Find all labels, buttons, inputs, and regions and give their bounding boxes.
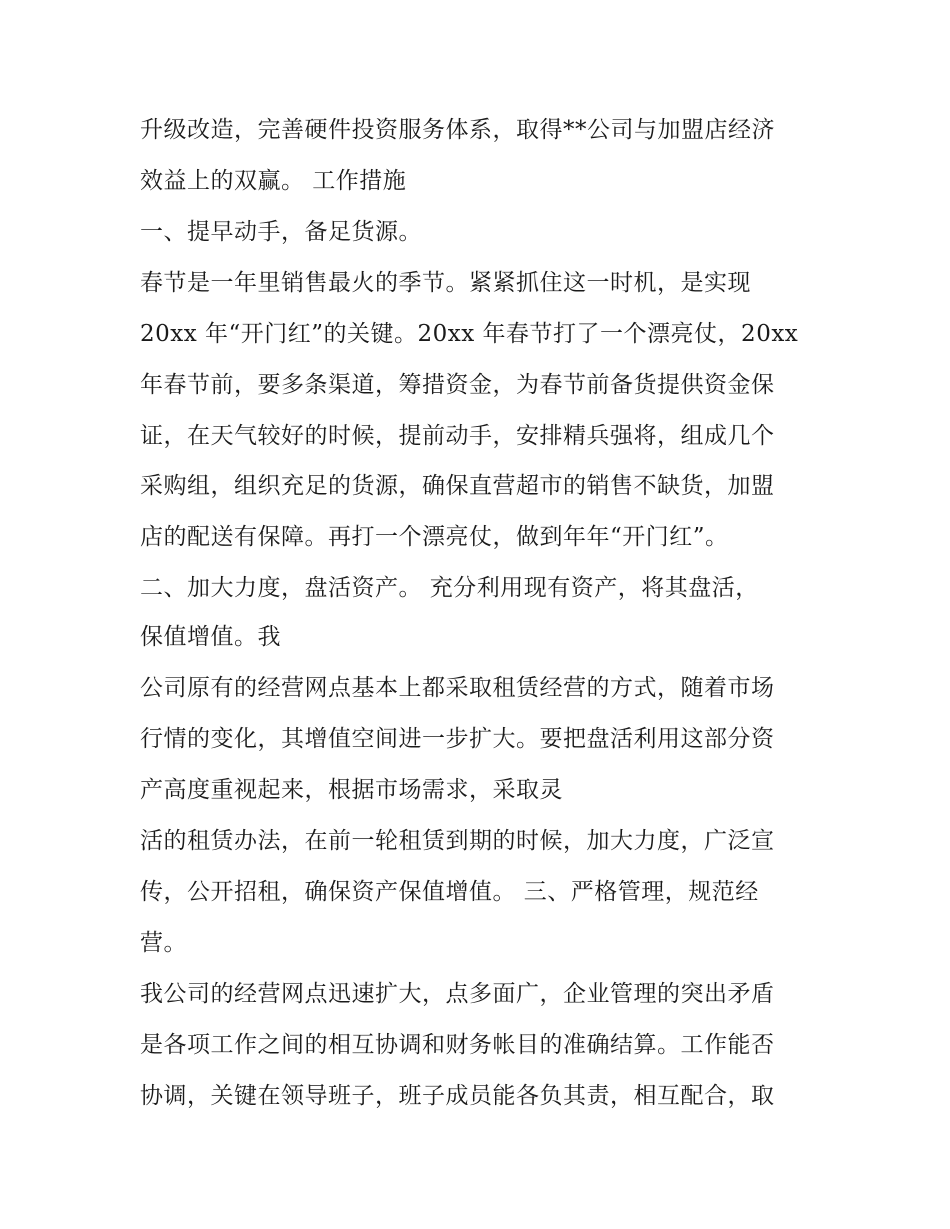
- text-line: 采购组，组织充足的货源，确保直营超市的销售不缺货，加盟: [140, 473, 775, 499]
- text-line: 保值增值。我: [140, 624, 281, 650]
- text-line: 一、提早动手，备足货源。: [140, 219, 422, 245]
- text-line: 二、加大力度，盘活资产。 充分利用现有资产，将其盘活，: [140, 575, 759, 601]
- text-line: 效益上的双赢。 工作措施: [140, 168, 407, 194]
- text-line: 活的租赁办法，在前一轮租赁到期的时候，加大力度，广泛宣: [140, 828, 775, 854]
- text-line: 年春节前，要多条渠道，筹措资金，为春节前备货提供资金保: [140, 372, 775, 398]
- text-line: 是各项工作之间的相互协调和财务帐目的准确结算。工作能否: [140, 1032, 775, 1058]
- text-line: 行情的变化，其增值空间进一步扩大。要把盘活利用这部分资: [140, 726, 775, 752]
- text-line: 营。: [140, 930, 187, 956]
- text-line: 升级改造，完善硬件投资服务体系，取得**公司与加盟店经济: [140, 117, 775, 143]
- text-line: 证，在天气较好的时候，提前动手，安排精兵强将，组成几个: [140, 423, 775, 449]
- text-line: 我公司的经营网点迅速扩大，点多面广，企业管理的突出矛盾: [140, 981, 775, 1007]
- text-line: 店的配送有保障。再打一个漂亮仗，做到年年“开门红”。: [140, 524, 729, 550]
- text-line: 公司原有的经营网点基本上都采取租赁经营的方式，随着市场: [140, 675, 775, 701]
- text-line: 20xx 年“开门红”的关键。20xx 年春节打了一个漂亮仗，20xx: [140, 321, 799, 347]
- text-line: 传，公开招租，确保资产保值增值。 三、严格管理，规范经: [140, 879, 759, 905]
- text-line: 春节是一年里销售最火的季节。紧紧抓住这一时机，是实现: [140, 270, 751, 296]
- text-line: 协调，关键在领导班子，班子成员能各负其责，相互配合，取: [140, 1083, 775, 1109]
- text-line: 产高度重视起来，根据市场需求，采取灵: [140, 777, 563, 803]
